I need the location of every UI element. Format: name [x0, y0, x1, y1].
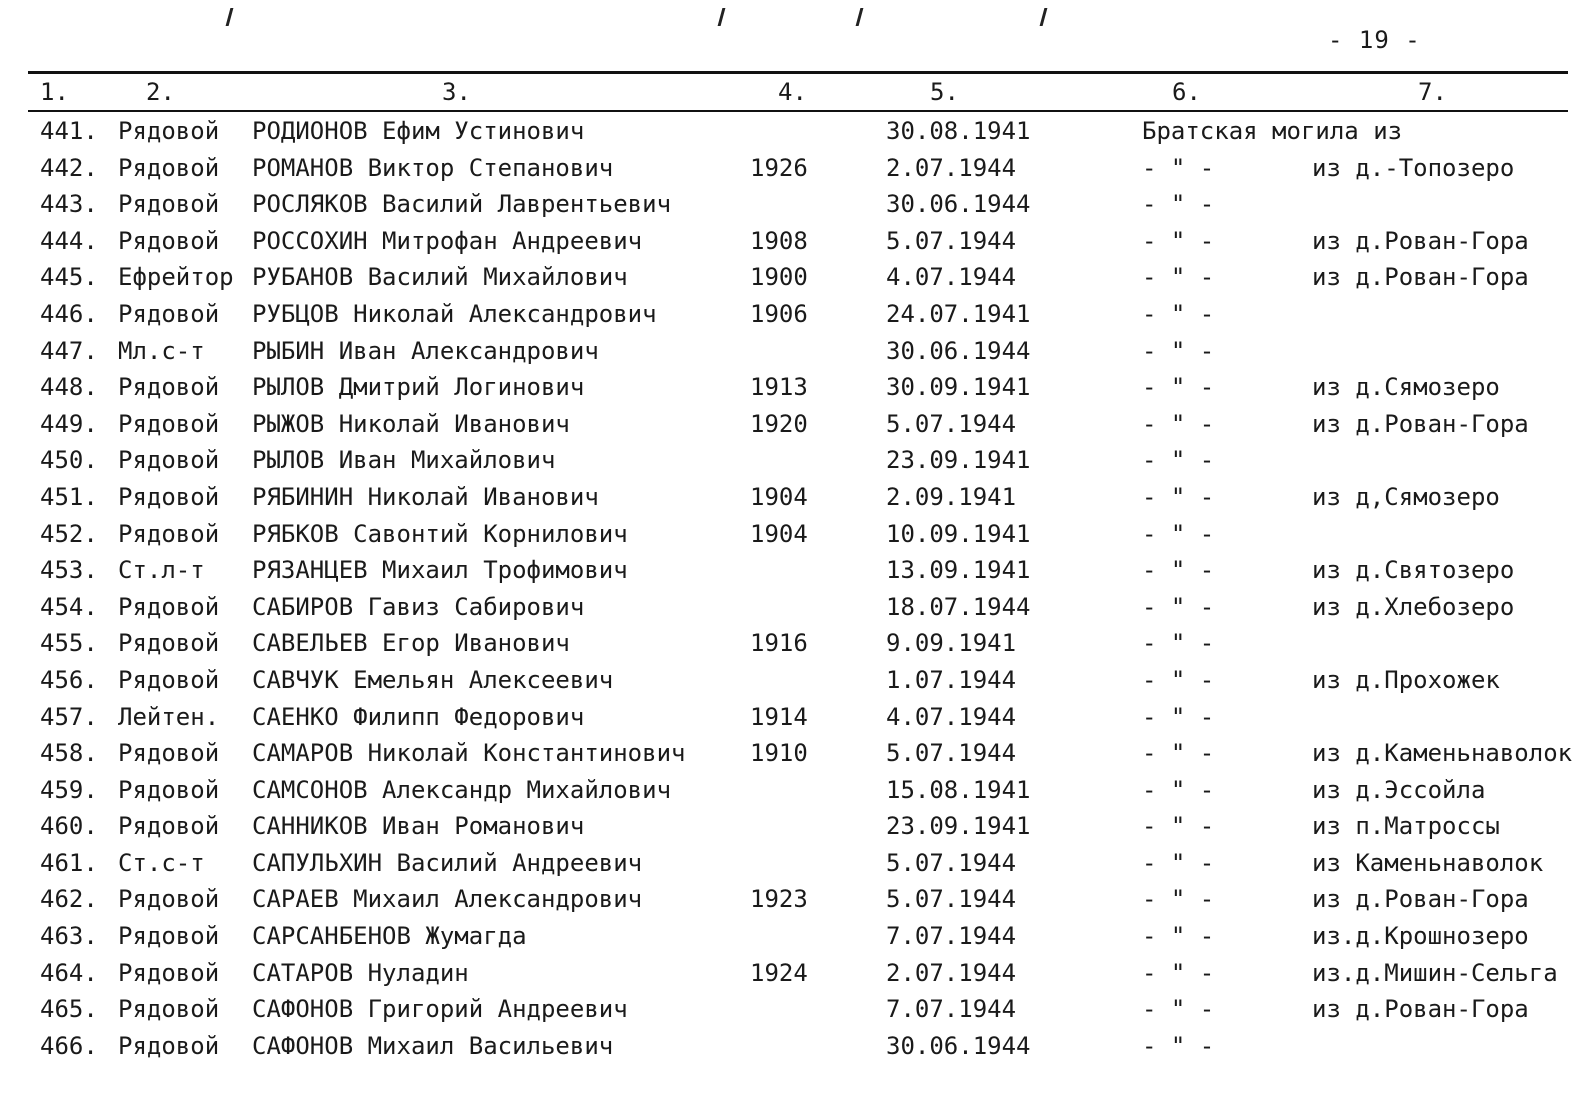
- rank: Рядовой: [118, 446, 220, 475]
- full-name: САФОНОВ Михаил Васильевич: [252, 1031, 614, 1060]
- burial-place: - " -: [1142, 373, 1215, 402]
- list-item: [0, 259, 1588, 296]
- rank: Мл.с-т: [118, 336, 205, 365]
- row-number: 451.: [40, 482, 98, 511]
- death-date: 5.07.1944: [886, 409, 1017, 438]
- row-number: 445.: [40, 263, 98, 292]
- row-number: 461.: [40, 848, 98, 877]
- death-date: 2.09.1941: [886, 482, 1017, 511]
- death-date: 24.07.1941: [886, 299, 1031, 328]
- full-name: САПУЛЬХИН Василий Андреевич: [252, 848, 643, 877]
- burial-place: - " -: [1142, 446, 1215, 475]
- burial-place: - " -: [1142, 519, 1215, 548]
- burial-place: - " -: [1142, 556, 1215, 585]
- row-number: 456.: [40, 665, 98, 694]
- rank: Рядовой: [118, 812, 220, 841]
- full-name: САРАЕВ Михаил Александрович: [252, 885, 643, 914]
- origin-place: из д.Святозеро: [1312, 556, 1515, 585]
- origin-place: из д.Рован-Гора: [1312, 226, 1529, 255]
- rank: Ст.с-т: [118, 848, 205, 877]
- death-date: 23.09.1941: [886, 812, 1031, 841]
- full-name: РОДИОНОВ Ефим Устинович: [252, 117, 585, 145]
- rank: Рядовой: [118, 482, 220, 511]
- rank: Ефрейтор: [118, 263, 234, 292]
- rank: Рядовой: [118, 1031, 220, 1060]
- full-name: САЕНКО Филипп Федорович: [252, 702, 585, 731]
- list-item: [0, 808, 1588, 845]
- rank: Рядовой: [118, 922, 220, 951]
- death-date: 10.09.1941: [886, 519, 1031, 548]
- header-top-rule: [28, 71, 1568, 74]
- burial-place: - " -: [1142, 482, 1215, 511]
- row-number: 455.: [40, 629, 98, 658]
- row-number: 466.: [40, 1031, 98, 1060]
- burial-place: - " -: [1142, 958, 1215, 987]
- list-item: [0, 296, 1588, 333]
- full-name: РЫЛОВ Иван Михайлович: [252, 446, 556, 475]
- row-number: 463.: [40, 922, 98, 951]
- burial-place: - " -: [1142, 263, 1215, 292]
- rank: Рядовой: [118, 226, 220, 255]
- list-item: [0, 186, 1588, 223]
- list-item: [0, 369, 1588, 406]
- rank: Рядовой: [118, 885, 220, 914]
- list-item: [0, 150, 1588, 187]
- burial-place: - " -: [1142, 848, 1215, 877]
- death-date: 5.07.1944: [886, 739, 1017, 768]
- list-item: [0, 662, 1588, 699]
- origin-place: из Каменьнаволок: [1312, 848, 1544, 877]
- scan-mark: [1040, 8, 1048, 26]
- birth-year: 1904: [750, 519, 808, 548]
- list-item: [0, 991, 1588, 1028]
- death-date: 30.06.1944: [886, 1031, 1031, 1060]
- full-name: РЫЛОВ Дмитрий Логинович: [252, 373, 585, 402]
- birth-year: 1916: [750, 629, 808, 658]
- column-header-7: 7.: [1418, 78, 1447, 106]
- list-item: [0, 223, 1588, 260]
- scan-mark: [856, 8, 864, 26]
- rank: Рядовой: [118, 629, 220, 658]
- death-date: 5.07.1944: [886, 848, 1017, 877]
- full-name: САБИРОВ Гавиз Сабирович: [252, 592, 585, 621]
- origin-place: из.д.Мишин-Сельга: [1312, 958, 1558, 987]
- full-name: РОСЛЯКОВ Василий Лаврентьевич: [252, 190, 672, 219]
- burial-place: - " -: [1142, 409, 1215, 438]
- list-item: [0, 1028, 1588, 1065]
- burial-place: - " -: [1142, 299, 1215, 328]
- full-name: САВЕЛЬЕВ Егор Иванович: [252, 629, 570, 658]
- row-number: 452.: [40, 519, 98, 548]
- rank: Рядовой: [118, 409, 220, 438]
- burial-place: - " -: [1142, 1031, 1215, 1060]
- rank: Рядовой: [118, 665, 220, 694]
- birth-year: 1920: [750, 409, 808, 438]
- rank: Рядовой: [118, 995, 220, 1024]
- row-number: 459.: [40, 775, 98, 804]
- rank: Рядовой: [118, 190, 220, 219]
- row-number: 449.: [40, 409, 98, 438]
- row-number: 453.: [40, 556, 98, 585]
- row-number: 443.: [40, 190, 98, 219]
- list-item: [0, 881, 1588, 918]
- death-date: 1.07.1944: [886, 665, 1017, 694]
- list-item: [0, 955, 1588, 992]
- birth-year: 1908: [750, 226, 808, 255]
- burial-place: - " -: [1142, 592, 1215, 621]
- birth-year: 1900: [750, 263, 808, 292]
- full-name: РЫЖОВ Николай Иванович: [252, 409, 570, 438]
- origin-place: из д.Сямозеро: [1312, 373, 1500, 402]
- death-date: 23.09.1941: [886, 446, 1031, 475]
- rank: Рядовой: [118, 775, 220, 804]
- scan-mark: [718, 8, 726, 26]
- death-date: 4.07.1944: [886, 263, 1017, 292]
- death-date: 4.07.1944: [886, 702, 1017, 731]
- row-number: 457.: [40, 702, 98, 731]
- column-header-1: 1.: [40, 78, 69, 106]
- list-item: [0, 406, 1588, 443]
- row-number: 448.: [40, 373, 98, 402]
- column-header-3: 3.: [442, 78, 471, 106]
- death-date: 15.08.1941: [886, 775, 1031, 804]
- full-name: САТАРОВ Нуладин: [252, 958, 469, 987]
- full-name: РОМАНОВ Виктор Степанович: [252, 153, 614, 182]
- origin-place: из д.Хлебозеро: [1312, 592, 1515, 621]
- rank: Лейтен.: [118, 702, 220, 731]
- row-number: 446.: [40, 299, 98, 328]
- birth-year: 1906: [750, 299, 808, 328]
- full-name: САРСАНБЕНОВ Жумагда: [252, 922, 527, 951]
- list-item: [0, 699, 1588, 736]
- burial-place: - " -: [1142, 336, 1215, 365]
- burial-place: - " -: [1142, 995, 1215, 1024]
- death-date: 2.07.1944: [886, 958, 1017, 987]
- full-name: САННИКОВ Иван Романович: [252, 812, 585, 841]
- burial-place: - " -: [1142, 226, 1215, 255]
- death-date: 2.07.1944: [886, 153, 1017, 182]
- origin-place: из д.-Топозеро: [1312, 153, 1515, 182]
- rank: Рядовой: [118, 117, 220, 145]
- death-date: 5.07.1944: [886, 226, 1017, 255]
- row-number: 447.: [40, 336, 98, 365]
- rank: Ст.л-т: [118, 556, 205, 585]
- full-name: САВЧУК Емельян Алексеевич: [252, 665, 614, 694]
- full-name: САМАРОВ Николай Константинович: [252, 739, 686, 768]
- full-name: РУБАНОВ Василий Михайлович: [252, 263, 628, 292]
- burial-place: - " -: [1142, 885, 1215, 914]
- origin-place: из д,Сямозеро: [1312, 482, 1500, 511]
- list-item: [0, 845, 1588, 882]
- page-number: - 19 -: [1328, 26, 1421, 54]
- row-number: 441.: [40, 117, 98, 145]
- column-header-2: 2.: [146, 78, 175, 106]
- list-item: [0, 735, 1588, 772]
- row-number: 465.: [40, 995, 98, 1024]
- origin-place: из д.Прохожек: [1312, 665, 1500, 694]
- scan-mark: [226, 8, 234, 26]
- origin-place: из д.Каменьнаволок: [1312, 739, 1573, 768]
- burial-list: [0, 113, 1588, 1064]
- death-date: 30.06.1944: [886, 190, 1031, 219]
- full-name: РОССОХИН Митрофан Андреевич: [252, 226, 643, 255]
- birth-year: 1913: [750, 373, 808, 402]
- full-name: РУБЦОВ Николай Александрович: [252, 299, 657, 328]
- death-date: 30.08.1941: [886, 117, 1031, 145]
- column-header-4: 4.: [778, 78, 807, 106]
- list-item: [0, 479, 1588, 516]
- row-number: 450.: [40, 446, 98, 475]
- rank: Рядовой: [118, 958, 220, 987]
- list-item: [0, 442, 1588, 479]
- row-number: 454.: [40, 592, 98, 621]
- burial-place: - " -: [1142, 153, 1215, 182]
- list-item: [0, 772, 1588, 809]
- list-item: [0, 113, 1588, 150]
- full-name: РЯБИНИН Николай Иванович: [252, 482, 599, 511]
- column-header-5: 5.: [930, 78, 959, 106]
- origin-place: из д.Рован-Гора: [1312, 263, 1529, 292]
- origin-place: из д.Эссойла: [1312, 775, 1486, 804]
- burial-place: - " -: [1142, 629, 1215, 658]
- row-number: 462.: [40, 885, 98, 914]
- full-name: РЫБИН Иван Александрович: [252, 336, 599, 365]
- row-number: 442.: [40, 153, 98, 182]
- rank: Рядовой: [118, 299, 220, 328]
- full-name: РЯБКОВ Савонтий Корнилович: [252, 519, 628, 548]
- death-date: 7.07.1944: [886, 995, 1017, 1024]
- row-number: 460.: [40, 812, 98, 841]
- death-date: 7.07.1944: [886, 922, 1017, 951]
- birth-year: 1924: [750, 958, 808, 987]
- header-bottom-rule: [28, 110, 1568, 112]
- birth-year: 1914: [750, 702, 808, 731]
- origin-place: из д.Рован-Гора: [1312, 885, 1529, 914]
- full-name: САМСОНОВ Александр Михайлович: [252, 775, 672, 804]
- birth-year: 1923: [750, 885, 808, 914]
- burial-place: Братская могила из: [1142, 117, 1403, 145]
- death-date: 30.06.1944: [886, 336, 1031, 365]
- death-date: 5.07.1944: [886, 885, 1017, 914]
- burial-place: - " -: [1142, 739, 1215, 768]
- list-item: [0, 516, 1588, 553]
- rank: Рядовой: [118, 592, 220, 621]
- origin-place: из.д.Крошнозеро: [1312, 922, 1529, 951]
- burial-place: - " -: [1142, 775, 1215, 804]
- death-date: 18.07.1944: [886, 592, 1031, 621]
- origin-place: из д.Рован-Гора: [1312, 409, 1529, 438]
- list-item: [0, 589, 1588, 626]
- list-item: [0, 625, 1588, 662]
- row-number: 444.: [40, 226, 98, 255]
- origin-place: из п.Матроссы: [1312, 812, 1500, 841]
- burial-place: - " -: [1142, 190, 1215, 219]
- burial-place: - " -: [1142, 922, 1215, 951]
- rank: Рядовой: [118, 373, 220, 402]
- death-date: 9.09.1941: [886, 629, 1017, 658]
- rank: Рядовой: [118, 519, 220, 548]
- row-number: 464.: [40, 958, 98, 987]
- death-date: 30.09.1941: [886, 373, 1031, 402]
- list-item: [0, 918, 1588, 955]
- burial-place: - " -: [1142, 665, 1215, 694]
- birth-year: 1926: [750, 153, 808, 182]
- list-item: [0, 552, 1588, 589]
- row-number: 458.: [40, 739, 98, 768]
- full-name: САФОНОВ Григорий Андреевич: [252, 995, 628, 1024]
- birth-year: 1904: [750, 482, 808, 511]
- rank: Рядовой: [118, 153, 220, 182]
- burial-place: - " -: [1142, 812, 1215, 841]
- death-date: 13.09.1941: [886, 556, 1031, 585]
- birth-year: 1910: [750, 739, 808, 768]
- burial-place: - " -: [1142, 702, 1215, 731]
- column-header-6: 6.: [1172, 78, 1201, 106]
- origin-place: из д.Рован-Гора: [1312, 995, 1529, 1024]
- full-name: РЯЗАНЦЕВ Михаил Трофимович: [252, 556, 628, 585]
- list-item: [0, 333, 1588, 370]
- rank: Рядовой: [118, 739, 220, 768]
